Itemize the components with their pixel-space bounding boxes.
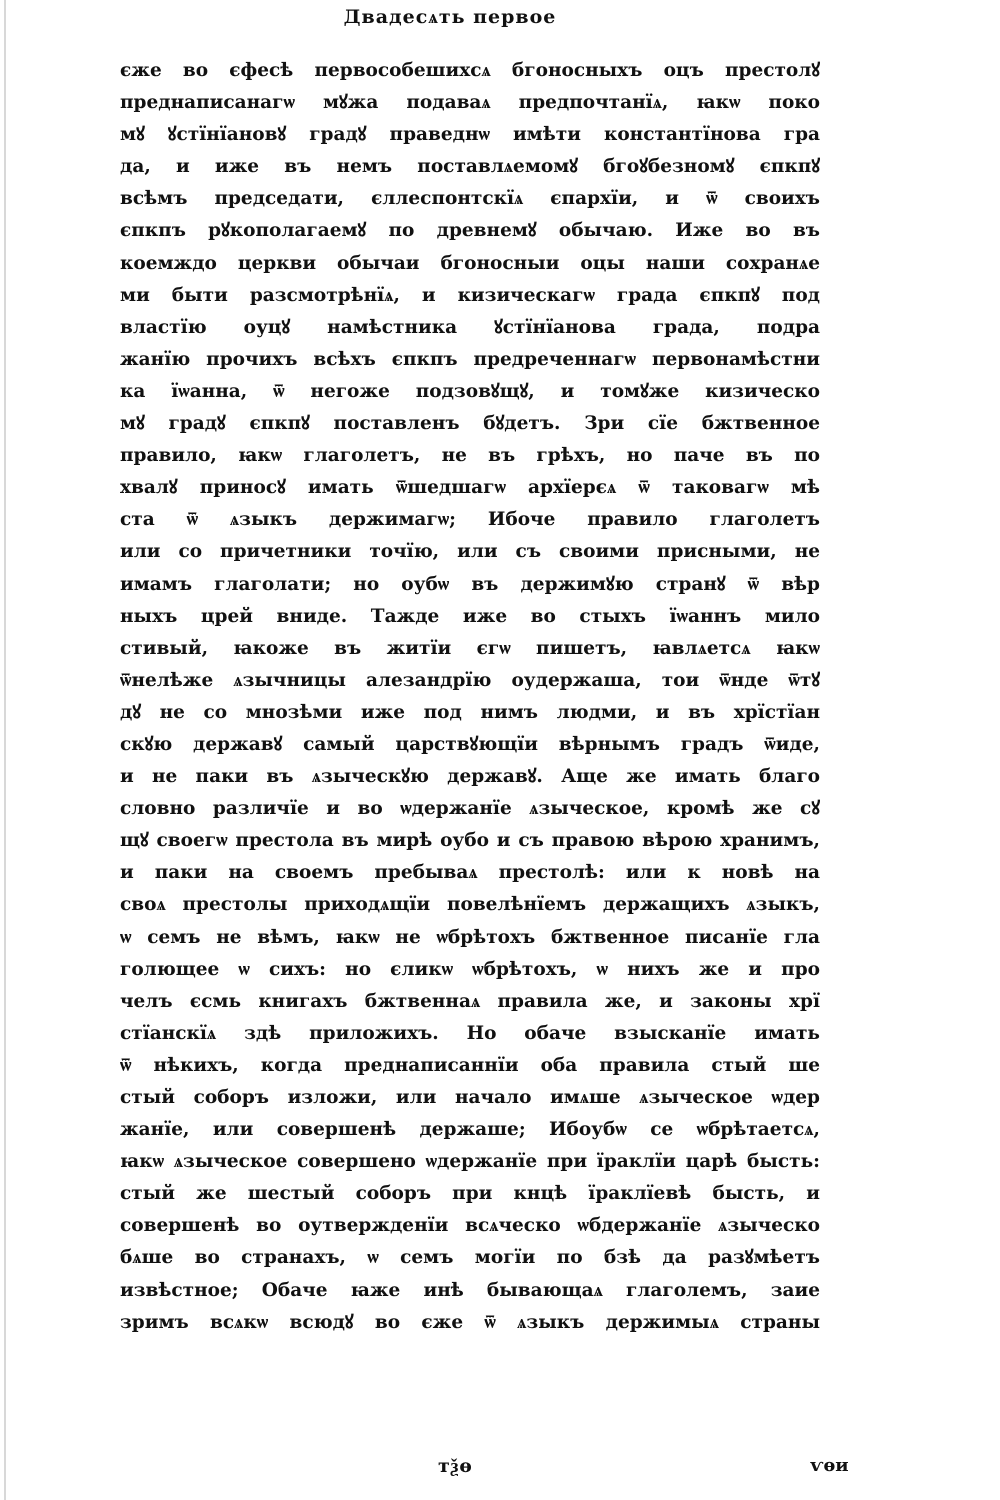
text-line: преднаписанагѡ мꙋжа подаваѧ предпочтанїѧ, ꙗкѡ поко	[120, 92, 820, 114]
text-line: имамъ глаголати; но оубѡ въ держимꙋю странꙋ ѿ вѣр	[120, 573, 820, 595]
text-line: стый соборъ изложи, или начало имѧше ѧзыческое ѡдер	[120, 1087, 820, 1108]
text-line: ѿнелѣже ѧзычницы алезандрїю оудержаша, тои ѿнде ѿтꙋ	[120, 669, 820, 691]
text-line: словно различїе и во ѡдержанїе ѧзыческое, кромѣ же сꙋ	[120, 798, 820, 820]
text-line: ми быти разсмотрѣнїѧ, и кизическагѡ града єпкпꙋ под	[120, 284, 820, 306]
text-line: стїанскїѧ здѣ приложихъ. Но обаче взысканїе имать	[120, 1022, 820, 1044]
text-line: дꙋ не со мнозѣми иже под нимъ людми, и въ хрїстїан	[120, 701, 820, 723]
text-line: ѿ нѣкихъ, когда преднаписаннїи оба правила стый ше	[120, 1054, 820, 1076]
text-line: жанїю прочихъ всѣхъ єпкпъ предреченнагѡ первонамѣстни	[120, 348, 820, 370]
text-line: зримъ всѧкѡ всюдꙋ во єже ѿ ѧзыкъ держимыѧ страны	[120, 1311, 820, 1333]
text-line: єпкпъ рꙋкополагаемꙋ по древнемꙋ обычаю. Иже во въ	[120, 220, 820, 242]
page-edge-rule	[4, 0, 6, 1500]
text-line: ста ѿ ѧзыкъ держимагѡ; Ибоче правило глаголетъ	[120, 509, 820, 531]
text-line: жанїе, или совершенѣ держаше; Ибоубѡ се ѡбрѣтаетсѧ,	[120, 1119, 820, 1141]
text-line: извѣстное; Обаче ꙗже инѣ бывающаѧ глаголемъ, заие	[120, 1279, 820, 1301]
text-line: єже во єфесѣ первособешихсѧ бгоносныхъ оцъ престолꙋ	[120, 60, 820, 81]
text-line: щꙋ своегѡ престола въ мирѣ оубо и съ правою вѣрою хранимъ,	[120, 830, 820, 852]
text-line: челъ єсмь книгахъ бжтвеннаѧ правила же, и законы хрї	[120, 990, 820, 1012]
signature-mark: ѵѳи	[810, 1455, 849, 1476]
text-line: своѧ престолы приходѧщїи повелѣнїемъ держащихъ ѧзыкъ,	[120, 894, 820, 916]
text-line: скꙋю державꙋ самый царствꙋющїи вѣрнымъ градъ ѿиде,	[120, 733, 820, 755]
text-line: и не паки въ ѧзыческꙋю державꙋ. Аще же имать благо	[120, 766, 820, 788]
page-footer	[0, 1455, 1000, 1485]
text-line: мꙋ ꙋстїнїановꙋ градꙋ праведнѡ имѣти константїнова гра	[120, 124, 820, 146]
text-line: хвалꙋ приносꙋ имать ѿшедшагѡ архїерєѧ ѿ таковагѡ мѣ	[120, 477, 820, 499]
text-line: мꙋ градꙋ єпкпꙋ поставленъ бꙋдетъ. Зри сїе бжтвенное	[120, 413, 820, 435]
text-line: ныхъ црей вниде. Тажде иже во стыхъ їѡаннъ мило	[120, 605, 820, 627]
text-line: стивый, ꙗкоже въ житїи єгѡ пишетъ, ꙗвлѧетсѧ ꙗкѡ	[120, 637, 820, 659]
text-line: совершенѣ во оутвержденїи всѧческо ѡбдержанїе ѧзыческо	[120, 1215, 820, 1237]
text-line: стый же шестый соборъ при кнцѣ їраклїевѣ бысть, и	[120, 1183, 820, 1205]
text-line: ѡ семъ не вѣмъ, ꙗкѡ не ѡбрѣтохъ бжтвенное писанїе гла	[120, 926, 820, 948]
body-text	[120, 55, 820, 1339]
text-line: властїю оуцꙋ намѣстника ꙋстїнїанова града, подра	[120, 316, 820, 338]
text-line: коемждо церкви обычаи бгоносныи оцы наши сохранѧе	[120, 252, 820, 274]
page-number: тѯѳ	[438, 1455, 473, 1477]
text-line: правило, ꙗкѡ глаголетъ, не въ грѣхъ, но паче въ по	[120, 445, 820, 467]
text-line: или со причетники точїю, или съ своими присными, не	[120, 541, 820, 563]
text-line: бѧше во странахъ, ѡ семъ могїи по бзѣ да разꙋмѣетъ	[120, 1247, 820, 1269]
text-line: да, и иже въ немъ поставлѧемомꙋ бгоꙋбезномꙋ єпкпꙋ	[120, 156, 820, 178]
text-line: голющее ѡ сихъ: но єликѡ ѡбрѣтохъ, ѡ нихъ же и про	[120, 958, 820, 980]
text-line: всѣмъ председати, єллеспонтскїѧ єпархїи, и ѿ своихъ	[120, 188, 820, 210]
text-line: и паки на своемъ пребываѧ престолѣ: или к новѣ на	[120, 862, 820, 884]
text-line: ка їѡанна, ѿ негоже подзовꙋщꙋ, и томꙋже кизическо	[120, 380, 820, 402]
text-line: ꙗкѡ ѧзыческое совершено ѡдержанїе при їраклїи царѣ бысть:	[120, 1151, 820, 1173]
running-head: Двадесѧть первое	[343, 6, 557, 28]
